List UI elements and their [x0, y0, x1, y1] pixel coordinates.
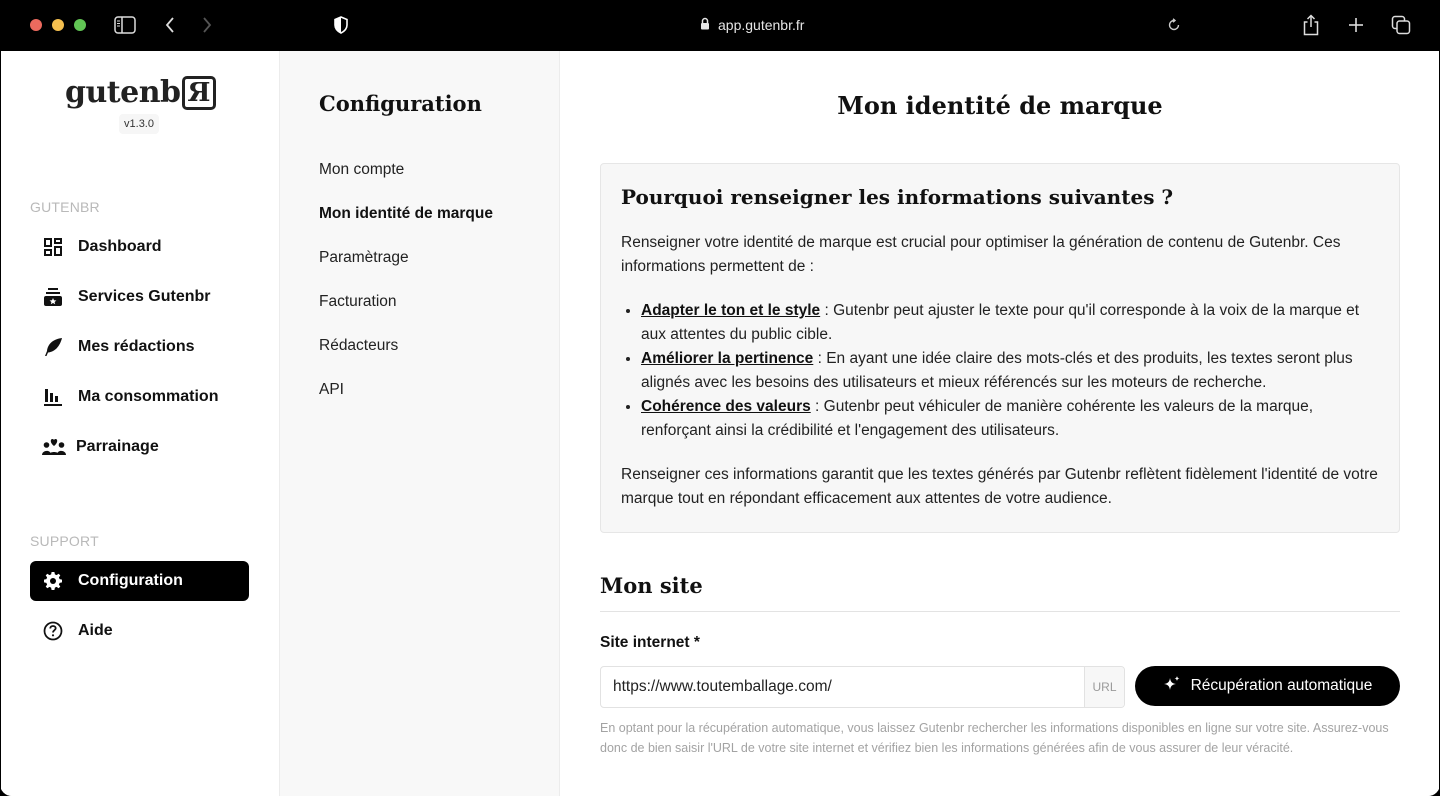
info-title: Pourquoi renseigner les informations suivantes ? — [621, 185, 1174, 209]
section-divider — [600, 611, 1400, 612]
info-intro: Renseigner votre identité de marque est crucial pour optimiser la génération de contenu de Gutenbr. Ces informations permettent de : — [621, 234, 1341, 275]
referral-icon — [42, 436, 66, 458]
sidebar-item-label: Mes rédactions — [78, 338, 195, 355]
bullet-term[interactable]: Améliorer la pertinence — [641, 350, 814, 367]
browser-toolbar — [0, 0, 1440, 50]
config-link-parametrage[interactable]: Paramètrage — [319, 249, 409, 266]
info-bullet — [641, 395, 1379, 443]
new-tab-icon[interactable] — [1345, 14, 1367, 36]
sidebar-item-label: Ma consommation — [78, 388, 219, 405]
info-bullet — [641, 347, 1379, 395]
forward-icon[interactable] — [196, 14, 218, 36]
sidebar-item-aide[interactable] — [30, 611, 249, 651]
app — [1, 51, 1439, 796]
auto-retrieve-help: En optant pour la récupération automatique, vous laissez Gutenbr rechercher les informations disponibles en ligne sur votre site. Assurez-vous donc de bien saisir l'URL de votre site internet et vérifiez bien les informations générées afin de vous assurer de leur véracité. — [600, 721, 1389, 755]
section-label-gutenbr: GUTENBR — [30, 199, 100, 215]
sidebar-item-label: Aide — [78, 622, 113, 639]
bullet-term[interactable]: Cohérence des valeurs — [641, 398, 811, 415]
feather-icon — [42, 336, 64, 358]
bullet-text: : Gutenbr peut ajuster le texte pour qu'il corresponde à la voix de la marque et aux attentes du public cible. — [641, 302, 1360, 343]
config-link-api[interactable]: API — [319, 381, 344, 398]
section-label-support: SUPPORT — [30, 533, 99, 549]
logo[interactable] — [1, 75, 280, 110]
dashboard-icon — [42, 236, 64, 258]
site-url-input-group — [600, 666, 1125, 708]
info-bullet — [641, 299, 1379, 347]
logo-box: Я — [182, 76, 216, 110]
section-title-mon-site: Mon site — [600, 573, 703, 598]
config-link-facturation[interactable]: Facturation — [319, 293, 397, 310]
sidebar-item-label: Configuration — [78, 572, 183, 589]
config-link-redacteurs[interactable]: Rédacteurs — [319, 337, 399, 354]
sidebar-item-redactions[interactable] — [30, 327, 249, 367]
config-title: Configuration — [319, 91, 482, 116]
main-sidebar — [1, 51, 280, 796]
bar-chart-icon — [42, 386, 64, 408]
auto-retrieve-button[interactable] — [1135, 666, 1400, 706]
site-url-input[interactable] — [601, 667, 1084, 707]
info-outro: Renseigner ces informations garantit que les textes générés par Gutenbr reflètent fidèlement l'identité de votre marque tout en répondant efficacement aux attentes de votre audience. — [621, 466, 1378, 507]
zoom-window-button[interactable] — [74, 19, 86, 31]
minimize-window-button[interactable] — [52, 19, 64, 31]
version-badge: v1.3.0 — [119, 114, 159, 134]
sidebar-item-configuration[interactable] — [30, 561, 249, 601]
reload-icon[interactable] — [1163, 14, 1185, 36]
tabs-overview-icon[interactable] — [1390, 14, 1412, 36]
url-addon: URL — [1084, 667, 1124, 707]
back-icon[interactable] — [159, 14, 181, 36]
services-icon — [42, 286, 64, 308]
auto-retrieve-label: Récupération automatique — [1190, 677, 1373, 694]
sidebar-item-label: Dashboard — [78, 238, 162, 255]
info-panel — [600, 163, 1400, 533]
sparkle-icon — [1163, 675, 1181, 698]
sidebar-item-label: Parrainage — [76, 438, 159, 455]
site-field-label: Site internet * — [600, 634, 700, 651]
main-content — [560, 51, 1439, 796]
share-icon[interactable] — [1300, 14, 1322, 36]
sidebar-item-dashboard[interactable] — [30, 227, 249, 267]
info-bullet-list — [621, 299, 1379, 443]
help-icon — [42, 620, 64, 642]
logo-text: gutenb — [65, 75, 181, 110]
sidebar-item-services[interactable] — [30, 277, 249, 317]
address-bar[interactable] — [700, 15, 804, 35]
bullet-text: : En ayant une idée claire des mots-clés et des produits, les textes seront plus alignés avec les besoins des utilisateurs et mieux référencés sur les moteurs de recherche. — [641, 350, 1353, 391]
lock-icon — [700, 17, 710, 33]
page-title: Mon identité de marque — [837, 91, 1163, 120]
sidebar-item-label: Services Gutenbr — [78, 288, 211, 305]
url-text: app.gutenbr.fr — [718, 17, 805, 33]
sidebar-item-consommation[interactable] — [30, 377, 249, 417]
config-link-identite-marque[interactable]: Mon identité de marque — [319, 205, 493, 222]
bullet-text: : Gutenbr peut véhiculer de manière cohérente les valeurs de la marque, renforçant ainsi la crédibilité et l'engagement des utilisateurs. — [641, 398, 1314, 439]
config-sidebar — [280, 51, 560, 796]
gear-icon — [42, 570, 64, 592]
sidebar-toggle-icon[interactable] — [114, 14, 136, 36]
sidebar-item-parrainage[interactable] — [30, 427, 249, 467]
config-link-mon-compte[interactable]: Mon compte — [319, 161, 405, 178]
bullet-term[interactable]: Adapter le ton et le style — [641, 302, 821, 319]
shield-icon[interactable] — [330, 14, 352, 36]
close-window-button[interactable] — [30, 19, 42, 31]
